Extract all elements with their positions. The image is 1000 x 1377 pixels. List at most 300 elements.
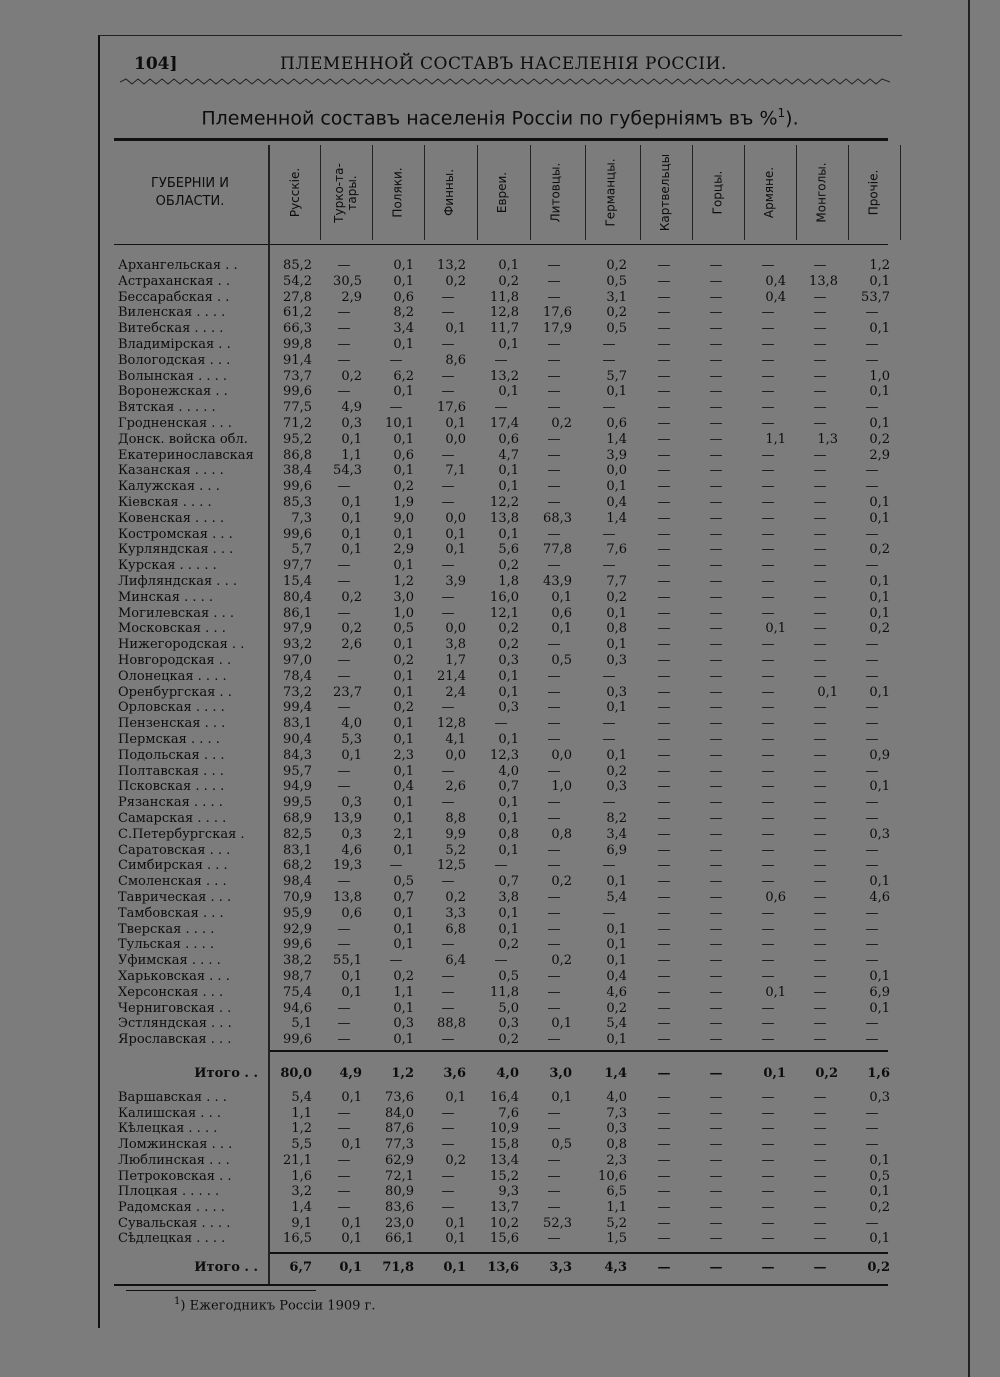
table-cell: 0,1 (341, 431, 362, 447)
table-cell: — (337, 321, 351, 337)
table-cell: 0,1 (765, 984, 786, 1000)
table-cell: — (657, 1000, 671, 1016)
table-cell: — (813, 1016, 827, 1032)
table-cell: 21,4 (437, 668, 466, 684)
table-cell: — (494, 716, 508, 732)
province-name: Курляндская . . . (118, 542, 234, 558)
table-cell: 97,0 (283, 653, 312, 668)
table-cell: 0,2 (393, 969, 414, 984)
table-cell: 1,2 (391, 1066, 414, 1081)
table-cell: 0,2 (498, 558, 519, 574)
table-cell: 0,1 (341, 984, 362, 1000)
province-name: Люблинская . . . (118, 1152, 230, 1168)
table-cell: — (761, 1215, 775, 1231)
table-cell: 99,6 (283, 937, 312, 953)
table-cell: 97,7 (283, 558, 312, 574)
table-cell: — (865, 700, 879, 716)
table-cell: — (441, 700, 455, 716)
table-cell: 72,1 (385, 1168, 414, 1184)
table-cell: 0,1 (869, 510, 890, 526)
table-cell: — (547, 447, 561, 463)
table-cell: 0,8 (498, 826, 519, 842)
table-cell: — (865, 400, 879, 416)
province-name: Нижегородская . . (118, 637, 245, 653)
table-cell: 4,3 (604, 1260, 627, 1275)
table-cell: 0,1 (606, 953, 627, 969)
table-cell: — (657, 431, 671, 447)
province-name: Полтавская . . . (118, 763, 224, 779)
table-cell: 54,2 (283, 273, 312, 289)
table-cell: 0,1 (393, 795, 414, 811)
table-cell: — (657, 1168, 671, 1184)
table-cell: — (547, 368, 561, 384)
table-cell: — (337, 558, 351, 574)
table-cell: — (813, 321, 827, 337)
table-row (0, 1001, 1000, 1017)
table-cell: — (657, 289, 671, 305)
table-cell: 13,8 (809, 273, 838, 289)
table-cell: 0,0 (445, 621, 466, 637)
table-cell: 0,2 (341, 368, 362, 384)
table-cell: — (813, 289, 827, 305)
table-cell: 0,5 (498, 969, 519, 984)
table-cell: — (761, 921, 775, 937)
table-cell: 0,2 (393, 653, 414, 668)
table-cell: — (813, 700, 827, 716)
table-row (0, 1200, 1000, 1216)
table-cell: 7,6 (606, 542, 627, 558)
column-header-label: Литовцы. (548, 162, 563, 223)
table-cell: — (547, 384, 561, 400)
column-header-label: Финны. (442, 168, 457, 217)
table-cell: — (865, 1032, 879, 1048)
table-cell: 0,2 (606, 589, 627, 605)
column-header-0 (270, 145, 322, 240)
table-cell: — (657, 368, 671, 384)
table-cell: 92,9 (283, 921, 312, 937)
table-cell: — (709, 574, 723, 589)
table-cell: 0,1 (393, 558, 414, 574)
table-cell: 0,2 (551, 416, 572, 431)
table-cell: 0,5 (869, 1168, 890, 1184)
table-cell: — (547, 431, 561, 447)
table-cell: 0,1 (341, 1137, 362, 1153)
table-cell: — (813, 858, 827, 874)
table-cell: — (441, 479, 455, 495)
table-cell: — (709, 716, 723, 732)
table-cell: — (602, 526, 616, 542)
table-cell: — (441, 969, 455, 984)
table-cell: — (813, 1137, 827, 1153)
table-cell: — (709, 1090, 723, 1105)
table-cell: — (709, 479, 723, 495)
table-cell: 12,3 (490, 747, 519, 763)
table-row (0, 858, 1000, 874)
table-cell: 0,3 (341, 416, 362, 431)
province-name: Витебская . . . . (118, 321, 224, 337)
table-cell: — (813, 463, 827, 479)
table-cell: — (761, 905, 775, 921)
table-cell: — (657, 621, 671, 637)
table-cell: — (709, 684, 723, 700)
province-name: Сѣдлецкая . . . . (118, 1231, 226, 1247)
table-cell: — (761, 589, 775, 605)
table-cell: — (709, 1121, 723, 1137)
table-cell: 0,1 (341, 510, 362, 526)
table-cell: 0,2 (606, 1000, 627, 1016)
table-cell: — (761, 969, 775, 984)
decorative-wavy-rule (120, 78, 890, 86)
table-cell: — (709, 384, 723, 400)
table-cell: — (657, 447, 671, 463)
table-cell: — (709, 637, 723, 653)
province-name: С.Петербургская . (118, 826, 245, 842)
column-header-label: Картвельцы (658, 153, 673, 232)
province-name: Кѣлецкая . . . . (118, 1121, 218, 1137)
table-cell: — (865, 811, 879, 826)
table-cell: — (602, 858, 616, 874)
table-cell: 0,1 (869, 384, 890, 400)
table-cell: — (709, 779, 723, 795)
table-cell: — (709, 826, 723, 842)
table-cell: 97,9 (283, 621, 312, 637)
table-cell: — (813, 337, 827, 352)
table-cell: — (709, 589, 723, 605)
table-row (0, 1216, 1000, 1232)
table-cell: — (657, 605, 671, 621)
table-cell: 16,5 (283, 1231, 312, 1247)
table-cell: — (813, 1090, 827, 1105)
table-cell: — (441, 337, 455, 352)
table-cell: — (337, 479, 351, 495)
table-cell: 13,9 (333, 811, 362, 826)
table-cell: 0,1 (341, 1231, 362, 1247)
table-cell: 4,0 (341, 716, 362, 732)
table-cell: — (761, 1152, 775, 1168)
table-cell: 0,2 (551, 953, 572, 969)
table-cell: — (813, 905, 827, 921)
table-cell: — (657, 1231, 671, 1247)
table-cell: 0,7 (498, 874, 519, 890)
province-name: Таврическая . . . (118, 890, 232, 905)
table-cell: — (761, 684, 775, 700)
table-cell: — (709, 953, 723, 969)
table-cell: — (657, 1199, 671, 1215)
table-cell: — (709, 969, 723, 984)
table-cell: 73,6 (385, 1090, 414, 1105)
column-header-label: Монголы. (814, 162, 829, 223)
table-cell: — (865, 653, 879, 668)
table-cell: 0,1 (393, 431, 414, 447)
province-name: Итого . . (194, 1066, 258, 1081)
table-cell: — (441, 937, 455, 953)
table-cell: 9,1 (291, 1215, 312, 1231)
table-row (0, 748, 1000, 764)
table-row (0, 1016, 1000, 1032)
table-cell: — (337, 384, 351, 400)
province-name: Харьковская . . . (118, 969, 230, 984)
table-cell: — (441, 558, 455, 574)
table-cell: — (657, 273, 671, 289)
table-cell: — (547, 811, 561, 826)
table-cell: — (337, 305, 351, 321)
table-cell: 2,3 (606, 1152, 627, 1168)
table-cell: — (865, 463, 879, 479)
table-cell: 4,0 (496, 1066, 519, 1081)
table-cell: — (813, 890, 827, 905)
table-cell: — (337, 1105, 351, 1121)
table-cell: 2,1 (393, 826, 414, 842)
table-cell: 80,4 (283, 589, 312, 605)
table-cell: 7,7 (606, 574, 627, 589)
table-cell: — (657, 258, 671, 273)
table-cell: 0,1 (393, 668, 414, 684)
table-cell: 23,0 (385, 1215, 414, 1231)
table-cell: — (547, 732, 561, 747)
table-cell: 0,1 (869, 1152, 890, 1168)
province-name: Плоцкая . . . . . (118, 1184, 220, 1200)
table-cell: — (657, 1066, 671, 1081)
table-cell: 1,9 (393, 495, 414, 510)
table-cell: 0,1 (341, 747, 362, 763)
table-cell: — (657, 763, 671, 779)
table-cell: 88,8 (437, 1016, 466, 1032)
table-cell: — (547, 352, 561, 368)
table-cell: 0,1 (393, 732, 414, 747)
province-name: Радомская . . . . (118, 1199, 225, 1215)
table-cell: 0,5 (393, 621, 414, 637)
table-cell: 10,2 (490, 1215, 519, 1231)
table-cell: — (865, 526, 879, 542)
table-cell: 0,2 (606, 305, 627, 321)
table-cell: 70,9 (283, 890, 312, 905)
table-cell: 0,1 (869, 416, 890, 431)
table-cell: 0,3 (341, 795, 362, 811)
table-cell: — (547, 637, 561, 653)
table-cell: 0,7 (498, 779, 519, 795)
table-cell: 84,0 (385, 1105, 414, 1121)
table-cell: — (813, 495, 827, 510)
table-cell: — (761, 1032, 775, 1048)
table-cell: — (547, 1152, 561, 1168)
table-cell: 0,2 (445, 273, 466, 289)
table-cell: 0,1 (393, 337, 414, 352)
table-cell: 0,6 (765, 890, 786, 905)
table-cell: — (657, 668, 671, 684)
table-cell: 1,0 (551, 779, 572, 795)
table-cell: 17,6 (437, 400, 466, 416)
table-cell: — (547, 1000, 561, 1016)
table-cell: 0,1 (341, 1090, 362, 1105)
table-cell: — (709, 921, 723, 937)
table-cell: — (865, 858, 879, 874)
table-cell: 0,3 (498, 653, 519, 668)
table-cell: — (657, 1090, 671, 1105)
table-cell: 86,1 (283, 605, 312, 621)
table-cell: 0,1 (341, 495, 362, 510)
table-cell: 43,9 (543, 574, 572, 589)
province-name: Ломжинская . . . (118, 1137, 233, 1153)
table-row (0, 1231, 1000, 1247)
table-cell: — (337, 1121, 351, 1137)
total-row (0, 1260, 1000, 1276)
table-cell: — (813, 368, 827, 384)
table-cell: — (709, 984, 723, 1000)
province-name: Псковская . . . . (118, 779, 225, 795)
table-cell: 4,6 (606, 984, 627, 1000)
table-cell: 0,1 (606, 700, 627, 716)
table-cell: — (602, 716, 616, 732)
table-row (0, 432, 1000, 448)
table-cell: — (761, 542, 775, 558)
table-cell: 0,3 (869, 1090, 890, 1105)
province-name: Самарская . . . . (118, 811, 227, 826)
table-cell: — (865, 558, 879, 574)
table-cell: 0,1 (498, 337, 519, 352)
table-cell: 3,9 (445, 574, 466, 589)
column-header-label: Горцы. (710, 170, 725, 215)
table-row (0, 637, 1000, 653)
province-name: Могилевская . . . (118, 605, 235, 621)
table-cell: — (494, 953, 508, 969)
table-cell: 80,9 (385, 1184, 414, 1200)
table-cell: — (813, 574, 827, 589)
table-cell: 0,4 (393, 779, 414, 795)
table-cell: — (865, 337, 879, 352)
table-cell: — (657, 542, 671, 558)
table-row (0, 337, 1000, 353)
table-cell: — (761, 700, 775, 716)
column-header-label: Армяне. (762, 166, 777, 219)
table-cell: — (709, 1184, 723, 1200)
table-cell: — (547, 479, 561, 495)
table-cell: — (547, 795, 561, 811)
province-name: Итого . . (194, 1260, 258, 1275)
table-row (0, 1106, 1000, 1122)
table-cell: — (337, 574, 351, 589)
table-cell: — (657, 574, 671, 589)
table-cell: 12,2 (490, 495, 519, 510)
table-cell: 0,1 (445, 321, 466, 337)
table-cell: — (709, 289, 723, 305)
table-cell: — (865, 842, 879, 858)
total-row (0, 1066, 1000, 1082)
table-cell: 0,1 (606, 937, 627, 953)
table-cell: — (761, 826, 775, 842)
table-cell: — (657, 1105, 671, 1121)
table-cell: — (337, 700, 351, 716)
table-cell: — (813, 258, 827, 273)
table-cell: 1,4 (606, 510, 627, 526)
table-cell: — (337, 937, 351, 953)
table-cell: — (547, 716, 561, 732)
table-cell: — (813, 416, 827, 431)
table-cell: 3,0 (549, 1066, 572, 1081)
table-cell: — (761, 558, 775, 574)
table-row (0, 621, 1000, 637)
table-cell: — (865, 905, 879, 921)
table-cell: 3,0 (393, 589, 414, 605)
table-cell: 0,1 (869, 589, 890, 605)
table-cell: 85,3 (283, 495, 312, 510)
table-cell: — (547, 558, 561, 574)
table-cell: — (813, 447, 827, 463)
province-name: Екатеринославская (118, 447, 254, 463)
table-cell: — (657, 1016, 671, 1032)
province-name: Владимірская . . (118, 337, 231, 352)
table-row (0, 1137, 1000, 1153)
table-cell: — (865, 1121, 879, 1137)
table-cell: 4,6 (341, 842, 362, 858)
table-cell: — (657, 526, 671, 542)
table-cell: 1,7 (445, 653, 466, 668)
table-cell: — (709, 905, 723, 921)
table-cell: — (761, 858, 775, 874)
table-cell: — (657, 732, 671, 747)
table-cell: 0,6 (341, 905, 362, 921)
table-cell: — (657, 969, 671, 984)
table-cell: 0,4 (606, 969, 627, 984)
table-cell: 94,6 (283, 1000, 312, 1016)
table-cell: — (865, 763, 879, 779)
table-cell: 77,5 (283, 400, 312, 416)
table-cell: 3,3 (549, 1260, 572, 1275)
column-divider (848, 145, 849, 240)
table-cell: — (709, 605, 723, 621)
table-cell: 0,3 (606, 684, 627, 700)
table-cell: — (865, 668, 879, 684)
table-cell: — (813, 779, 827, 795)
table-cell: 0,6 (551, 605, 572, 621)
table-cell: 0,1 (445, 542, 466, 558)
province-name: Симбирская . . . (118, 858, 228, 874)
table-cell: — (547, 289, 561, 305)
table-cell: 0,2 (393, 700, 414, 716)
table-cell: — (657, 858, 671, 874)
table-cell: 0,2 (445, 890, 466, 905)
table-cell: — (337, 1000, 351, 1016)
table-cell: 0,1 (393, 526, 414, 542)
table-cell: 4,1 (445, 732, 466, 747)
table-cell: 0,1 (869, 779, 890, 795)
table-cell: 86,8 (283, 447, 312, 463)
table-row (0, 463, 1000, 479)
province-name: Минская . . . . (118, 589, 214, 605)
table-cell: — (657, 321, 671, 337)
table-cell: — (813, 747, 827, 763)
table-cell: 13,2 (490, 368, 519, 384)
column-header-2 (372, 145, 424, 240)
table-cell: — (602, 352, 616, 368)
table-row (0, 574, 1000, 590)
table-cell: 0,1 (869, 1000, 890, 1016)
table-cell: 0,6 (393, 447, 414, 463)
table-cell: — (337, 653, 351, 668)
table-cell: — (709, 463, 723, 479)
column-header-label: Евреи. (495, 171, 510, 214)
table-cell: 6,4 (445, 953, 466, 969)
table-cell: — (709, 1199, 723, 1215)
table-cell: — (709, 1032, 723, 1048)
table-cell: — (709, 668, 723, 684)
table-cell: 5,4 (606, 1016, 627, 1032)
table-cell: 0,1 (341, 542, 362, 558)
table-cell: — (602, 400, 616, 416)
table-cell: — (761, 1184, 775, 1200)
table-cell: 0,1 (393, 811, 414, 826)
table-cell: 77,8 (543, 542, 572, 558)
table-cell: — (761, 321, 775, 337)
